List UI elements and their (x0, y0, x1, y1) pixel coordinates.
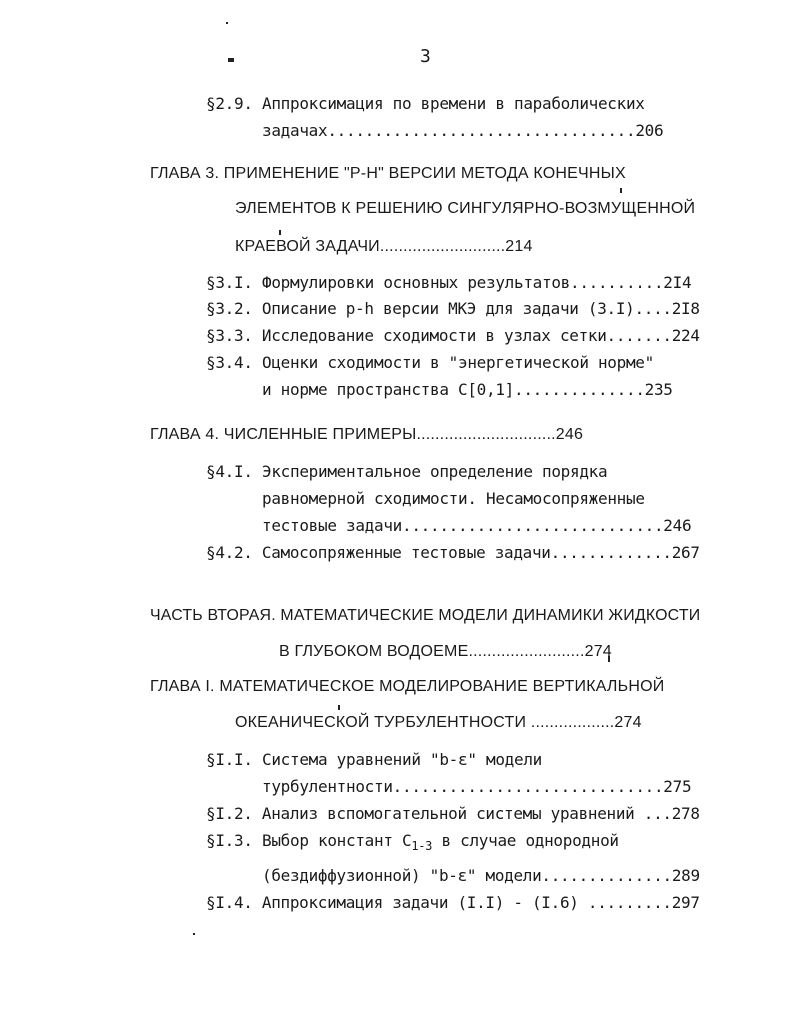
scan-speck (226, 22, 228, 24)
constant-subscript: 1-3 (411, 839, 433, 853)
scan-speck (279, 230, 281, 235)
toc-entry-4-1: §4.I. Экспериментальное определение порядка (206, 462, 608, 481)
chapter-1-heading-cont: ОКЕАНИЧЕСКОЙ ТУРБУЛЕНТНОСТИ ..................274 (235, 714, 642, 731)
chapter-1-heading: ГЛАВА I. МАТЕМАТИЧЕСКОЕ МОДЕЛИРОВАНИЕ ВЕРТИКАЛЬНОЙ (150, 678, 665, 695)
toc-entry-1-3-cont: (бездиффузионной) "b-ε" модели..............289 (262, 866, 700, 885)
chapter-3-heading-cont: ЭЛЕМЕНТОВ К РЕШЕНИЮ СИНГУЛЯРНО-ВОЗМУЩЕННОЙ (235, 200, 696, 217)
toc-entry-1-3-text: §I.3. Выбор констант C (206, 831, 412, 850)
toc-entry-3-4-cont: и норме пространства C[0,1]..............235 (262, 380, 673, 399)
toc-entry-1-3 (206, 831, 619, 856)
toc-entry-1-3-text-end: в случае однородной (432, 831, 619, 850)
toc-entry-3-2: §3.2. Описание p-h версии МКЭ для задачи (3.I)....2I8 (206, 299, 700, 318)
toc-entry-2-9: §2.9. Аппроксимация по времени в параболических (206, 94, 645, 113)
scan-speck (193, 933, 195, 935)
scan-speck (620, 188, 622, 193)
part-2-heading: ЧАСТЬ ВТОРАЯ. МАТЕМАТИЧЕСКИЕ МОДЕЛИ ДИНАМИКИ ЖИДКОСТИ (150, 607, 701, 624)
toc-entry-3-1: §3.I. Формулировки основных результатов..........2I4 (206, 273, 692, 292)
page-number: 3 (420, 46, 431, 67)
toc-entry-4-1-cont: тестовые задачи............................246 (262, 516, 692, 535)
toc-entry-1-1-cont: турбулентности.............................275 (262, 777, 692, 796)
toc-entry-1-4: §I.4. Аппроксимация задачи (I.I) - (I.6) .........297 (206, 893, 700, 912)
toc-entry-1-1: §I.I. Система уравнений "b-ε" модели (206, 750, 542, 769)
chapter-3-heading-cont: КРАЕВОЙ ЗАДАЧИ...........................214 (235, 238, 533, 255)
toc-entry-4-2: §4.2. Самосопряженные тестовые задачи.............267 (206, 543, 700, 562)
scan-speck (228, 58, 234, 62)
chapter-4-heading: ГЛАВА 4. ЧИСЛЕННЫЕ ПРИМЕРЫ..............................246 (150, 426, 584, 443)
toc-entry-1-2: §I.2. Анализ вспомогательной системы уравнений ...278 (206, 804, 700, 823)
part-2-heading-cont: В ГЛУБОКОМ ВОДОЕМЕ.........................274 (279, 643, 612, 660)
chapter-3-heading: ГЛАВА 3. ПРИМЕНЕНИЕ "Р-Н" ВЕРСИИ МЕТОДА КОНЕЧНЫХ (150, 165, 626, 182)
toc-entry-4-1-cont: равномерной сходимости. Несамосопряженные (262, 489, 645, 508)
toc-entry-2-9-cont: задачах.................................206 (262, 121, 664, 140)
scan-speck (338, 705, 340, 710)
toc-entry-3-4: §3.4. Оценки сходимости в "энергетической норме" (206, 353, 654, 372)
toc-entry-3-3: §3.3. Исследование сходимости в узлах сетки.......224 (206, 326, 700, 345)
